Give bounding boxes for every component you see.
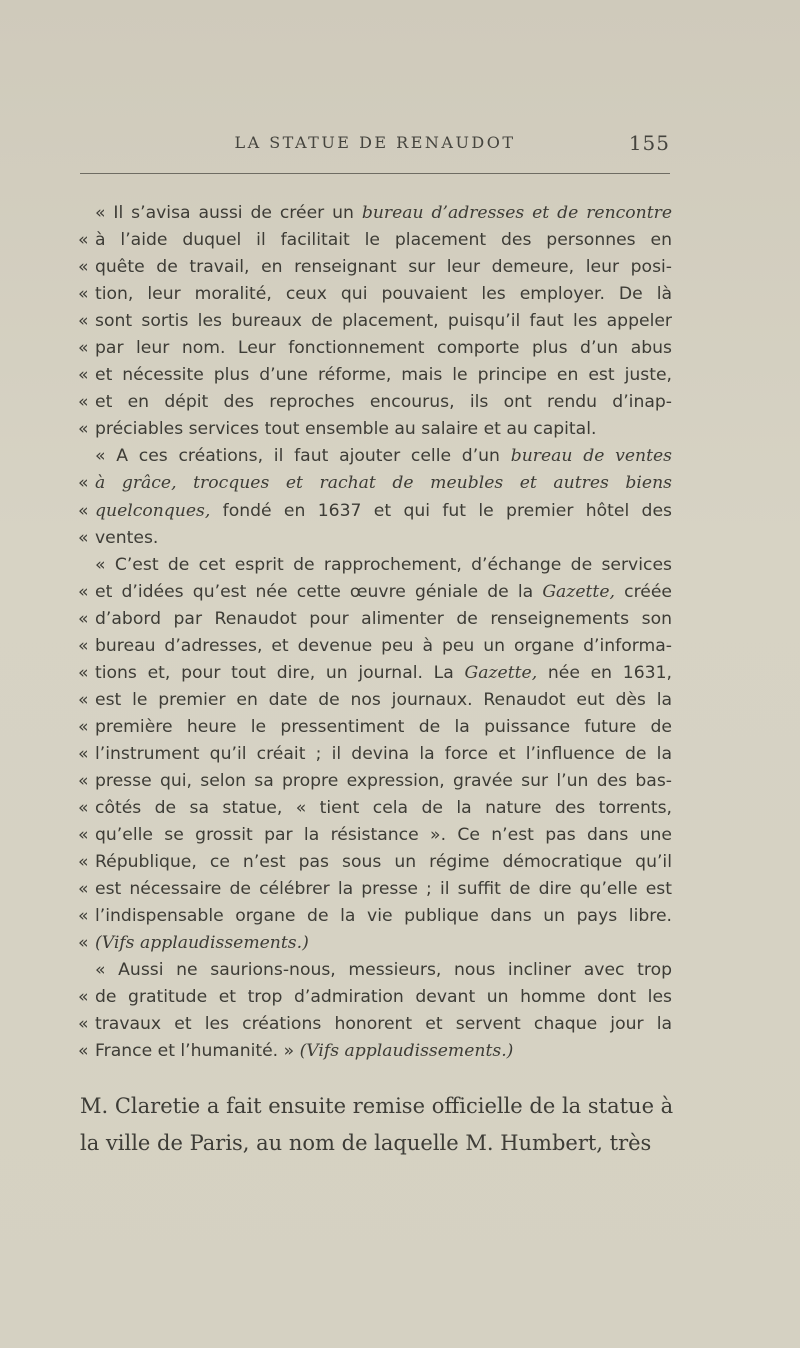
quote-guillemet: « (78, 635, 89, 656)
text-run: « A ces créations, il faut ajouter celle d’un (95, 446, 511, 467)
quote-guillemet: « (78, 825, 89, 846)
text-line (78, 795, 672, 822)
quote-guillemet: « (78, 987, 89, 1008)
quote-guillemet: « (78, 662, 89, 683)
text-line (78, 362, 672, 389)
text-run: presse qui, selon sa propre expression, gravée sur l’un des bas- (95, 770, 672, 791)
text-run: est le premier en date de nos journaux. Renaudot eut dès la (95, 689, 672, 710)
text-line (78, 525, 672, 552)
text-line (78, 903, 672, 930)
text-line (78, 714, 672, 741)
text-line (78, 957, 672, 984)
text-run: de gratitude et trop d’admiration devant un homme dont les (95, 987, 672, 1008)
quote-guillemet: « (78, 689, 89, 710)
text-run: ventes. (95, 527, 159, 548)
quote-guillemet: « (78, 906, 89, 927)
text-run: « Aussi ne saurions-nous, messieurs, nous incliner avec trop (95, 960, 672, 981)
quote-guillemet: « (78, 311, 89, 332)
italic-text: à grâce, trocques et rachat de meubles et autres biens (95, 473, 672, 494)
page-number: 155 (628, 131, 670, 155)
quote-guillemet: « (78, 392, 89, 413)
text-line (78, 606, 672, 633)
text-run: l’instrument qu’il créait ; il devina la force et l’influence de la (95, 743, 672, 764)
quote-guillemet: « (78, 798, 89, 819)
italic-text: Gazette, (542, 581, 615, 602)
quote-guillemet: « (78, 284, 89, 305)
text-line (78, 579, 672, 606)
text-run: République, ce n’est pas sous un régime démocratique qu’il (95, 852, 672, 873)
text-line (78, 470, 672, 497)
text-line (78, 687, 672, 714)
italic-text: quelconques, (95, 500, 211, 521)
quote-guillemet: « (78, 230, 89, 251)
text-run: et en dépit des reproches encourus, ils ont rendu d’inap- (95, 392, 672, 413)
text-run: par leur nom. Leur fonctionnement comporte plus d’un abus (95, 338, 672, 359)
quote-guillemet: « (78, 716, 89, 737)
text-line (78, 849, 672, 876)
quoted-speech (78, 200, 672, 1066)
text-line (78, 984, 672, 1011)
text-run: sont sortis les bureaux de placement, puisqu’il faut les appeler (95, 311, 672, 332)
quote-guillemet: « (78, 257, 89, 278)
text-run: France et l’humanité. » (95, 1041, 300, 1062)
text-run: première heure le pressentiment de la puissance future de (95, 716, 672, 737)
text-run: côtés de sa statue, « tient cela de la nature des torrents, (95, 798, 672, 819)
text-run: « Il s’avisa aussi de créer un (95, 203, 362, 223)
text-line (78, 227, 672, 254)
quote-guillemet: « (78, 852, 89, 873)
text-run: travaux et les créations honorent et servent chaque jour la (95, 1014, 672, 1035)
text-line (78, 389, 672, 416)
text-run: tion, leur moralité, ceux qui pouvaient les employer. De là (95, 284, 672, 305)
text-line (78, 416, 672, 443)
text-line (78, 308, 672, 335)
page-header (80, 133, 670, 161)
quote-guillemet: « (78, 608, 89, 629)
text-line (78, 1011, 672, 1038)
text-run: quête de travail, en renseignant sur leur demeure, leur posi- (95, 257, 672, 278)
text-run: et d’idées qu’est née cette œuvre géniale de la (95, 581, 543, 602)
running-head: LA STATUE DE RENAUDOT (234, 133, 516, 152)
italic-text: bureau de ventes (510, 446, 672, 467)
text-line (78, 660, 672, 687)
quote-guillemet: « (78, 365, 89, 386)
text-line (78, 822, 672, 849)
text-run: à l’aide duquel il facilitait le placement des personnes en (95, 230, 672, 251)
closing-paragraph (80, 1088, 672, 1162)
text-line (78, 443, 672, 470)
closing-line: M. Claretie a fait ensuite remise officielle de la statue à (80, 1094, 674, 1118)
text-line (78, 254, 672, 281)
text-line (78, 335, 672, 362)
text-line (78, 930, 672, 957)
text-run: préciables services tout ensemble au salaire et au capital. (95, 419, 597, 440)
quote-guillemet: « (78, 338, 89, 359)
italic-text: (Vifs applaudissements.) (95, 933, 309, 954)
text-run: créée (614, 581, 672, 602)
italic-text: bureau d’adresses et de rencontre (361, 203, 672, 223)
text-run: et nécessite plus d’une réforme, mais le principe en est juste, (95, 365, 672, 386)
quote-guillemet: « (78, 1041, 89, 1062)
text-line (78, 768, 672, 795)
text-run: qu’elle se grossit par la résistance ». Ce n’est pas dans une (95, 825, 672, 846)
quote-guillemet: « (78, 473, 89, 494)
text-line (78, 876, 672, 903)
quote-guillemet: « (78, 581, 89, 602)
header-rule (80, 173, 670, 174)
text-line (78, 741, 672, 768)
text-run: née en 1631, (537, 662, 672, 683)
text-line (78, 281, 672, 308)
text-run: est nécessaire de célébrer la presse ; il suffit de dire qu’elle est (95, 879, 672, 900)
quote-guillemet: « (78, 933, 89, 954)
closing-line: la ville de Paris, au nom de laquelle M. Humbert, très (80, 1131, 652, 1155)
text-line (78, 200, 672, 227)
text-line (78, 633, 672, 660)
italic-text: (Vifs applaudissements.) (299, 1041, 514, 1062)
italic-text: Gazette, (464, 662, 538, 683)
quote-guillemet: « (78, 743, 89, 764)
quote-guillemet: « (78, 879, 89, 900)
text-run: l’indispensable organe de la vie publique dans un pays libre. (95, 906, 672, 927)
quote-guillemet: « (78, 500, 89, 521)
text-run: d’abord par Renaudot pour alimenter de renseignements son (95, 608, 672, 629)
quote-guillemet: « (78, 770, 89, 791)
quote-guillemet: « (78, 419, 89, 440)
text-line (78, 1038, 672, 1065)
text-line (78, 552, 672, 579)
text-run: « C’est de cet esprit de rapprochement, d’échange de services (95, 554, 672, 575)
quote-guillemet: « (78, 527, 89, 548)
text-line (78, 498, 672, 525)
text-run: fondé en 1637 et qui fut le premier hôtel des (210, 500, 672, 521)
quote-guillemet: « (78, 1014, 89, 1035)
text-run: bureau d’adresses, et devenue peu à peu un organe d’informa- (95, 635, 672, 656)
text-run: tions et, pour tout dire, un journal. La (95, 662, 465, 683)
